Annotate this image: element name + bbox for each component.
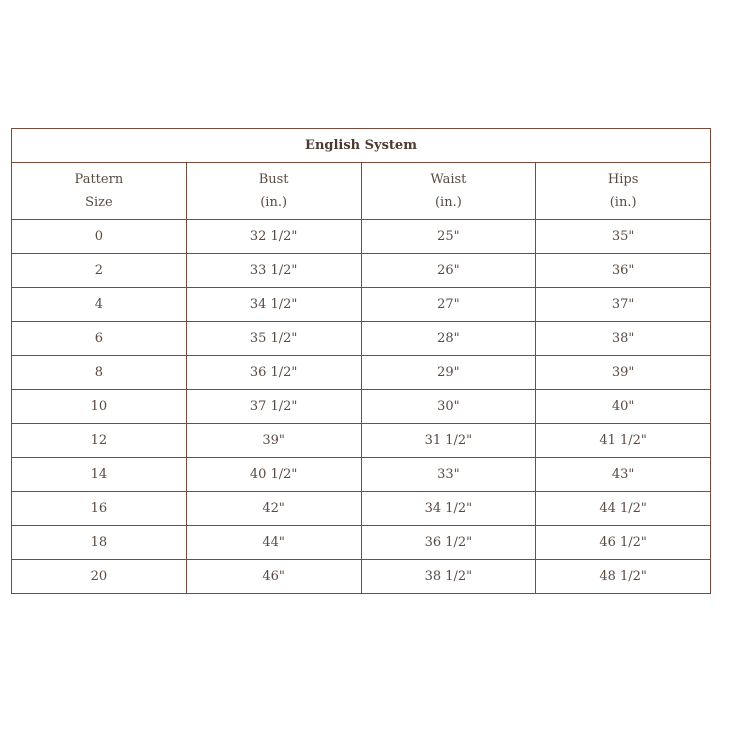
cell-hips: 39" xyxy=(536,356,711,390)
table-row xyxy=(12,288,711,322)
cell-bust: 42" xyxy=(186,492,361,526)
cell-hips: 48 1/2" xyxy=(536,560,711,594)
cell-waist: 31 1/2" xyxy=(361,424,536,458)
cell-waist: 25" xyxy=(361,220,536,254)
cell-pattern-size: 6 xyxy=(12,322,187,356)
cell-pattern-size: 0 xyxy=(12,220,187,254)
table-row xyxy=(12,356,711,390)
header-pattern-size-line1: Pattern xyxy=(74,172,124,187)
header-bust xyxy=(186,163,361,220)
cell-hips: 40" xyxy=(536,390,711,424)
cell-pattern-size: 12 xyxy=(12,424,187,458)
cell-pattern-size: 14 xyxy=(12,458,187,492)
cell-pattern-size: 20 xyxy=(12,560,187,594)
table-header-row xyxy=(12,163,711,220)
table-title: English System xyxy=(12,129,711,163)
cell-waist: 34 1/2" xyxy=(361,492,536,526)
cell-waist: 26" xyxy=(361,254,536,288)
table-title-row xyxy=(12,129,711,163)
header-bust-line1: Bust xyxy=(258,172,289,187)
cell-bust: 46" xyxy=(186,560,361,594)
table-row xyxy=(12,492,711,526)
header-pattern-size xyxy=(12,163,187,220)
cell-waist: 36 1/2" xyxy=(361,526,536,560)
cell-hips: 41 1/2" xyxy=(536,424,711,458)
cell-waist: 27" xyxy=(361,288,536,322)
cell-bust: 40 1/2" xyxy=(186,458,361,492)
header-waist-line1: Waist xyxy=(430,172,467,187)
cell-hips: 43" xyxy=(536,458,711,492)
cell-waist: 29" xyxy=(361,356,536,390)
cell-waist: 30" xyxy=(361,390,536,424)
table-row xyxy=(12,220,711,254)
header-waist-line2: (in.) xyxy=(434,195,462,210)
cell-pattern-size: 18 xyxy=(12,526,187,560)
table-row xyxy=(12,424,711,458)
cell-hips: 35" xyxy=(536,220,711,254)
cell-bust: 37 1/2" xyxy=(186,390,361,424)
cell-hips: 36" xyxy=(536,254,711,288)
cell-pattern-size: 8 xyxy=(12,356,187,390)
table-row xyxy=(12,458,711,492)
cell-bust: 39" xyxy=(186,424,361,458)
table-row xyxy=(12,390,711,424)
header-bust-line2: (in.) xyxy=(260,195,288,210)
cell-bust: 35 1/2" xyxy=(186,322,361,356)
cell-pattern-size: 10 xyxy=(12,390,187,424)
cell-bust: 44" xyxy=(186,526,361,560)
cell-pattern-size: 2 xyxy=(12,254,187,288)
header-hips-line2: (in.) xyxy=(609,195,637,210)
cell-hips: 46 1/2" xyxy=(536,526,711,560)
header-hips xyxy=(536,163,711,220)
header-pattern-size-line2: Size xyxy=(85,195,113,210)
size-chart-table xyxy=(11,128,711,594)
cell-bust: 36 1/2" xyxy=(186,356,361,390)
cell-hips: 38" xyxy=(536,322,711,356)
table-row xyxy=(12,560,711,594)
cell-hips: 44 1/2" xyxy=(536,492,711,526)
cell-pattern-size: 4 xyxy=(12,288,187,322)
header-hips-line1: Hips xyxy=(607,172,639,187)
header-waist xyxy=(361,163,536,220)
cell-bust: 34 1/2" xyxy=(186,288,361,322)
cell-waist: 33" xyxy=(361,458,536,492)
cell-hips: 37" xyxy=(536,288,711,322)
table-row xyxy=(12,322,711,356)
cell-bust: 32 1/2" xyxy=(186,220,361,254)
cell-waist: 38 1/2" xyxy=(361,560,536,594)
table-row xyxy=(12,526,711,560)
cell-waist: 28" xyxy=(361,322,536,356)
cell-pattern-size: 16 xyxy=(12,492,187,526)
table-row xyxy=(12,254,711,288)
cell-bust: 33 1/2" xyxy=(186,254,361,288)
